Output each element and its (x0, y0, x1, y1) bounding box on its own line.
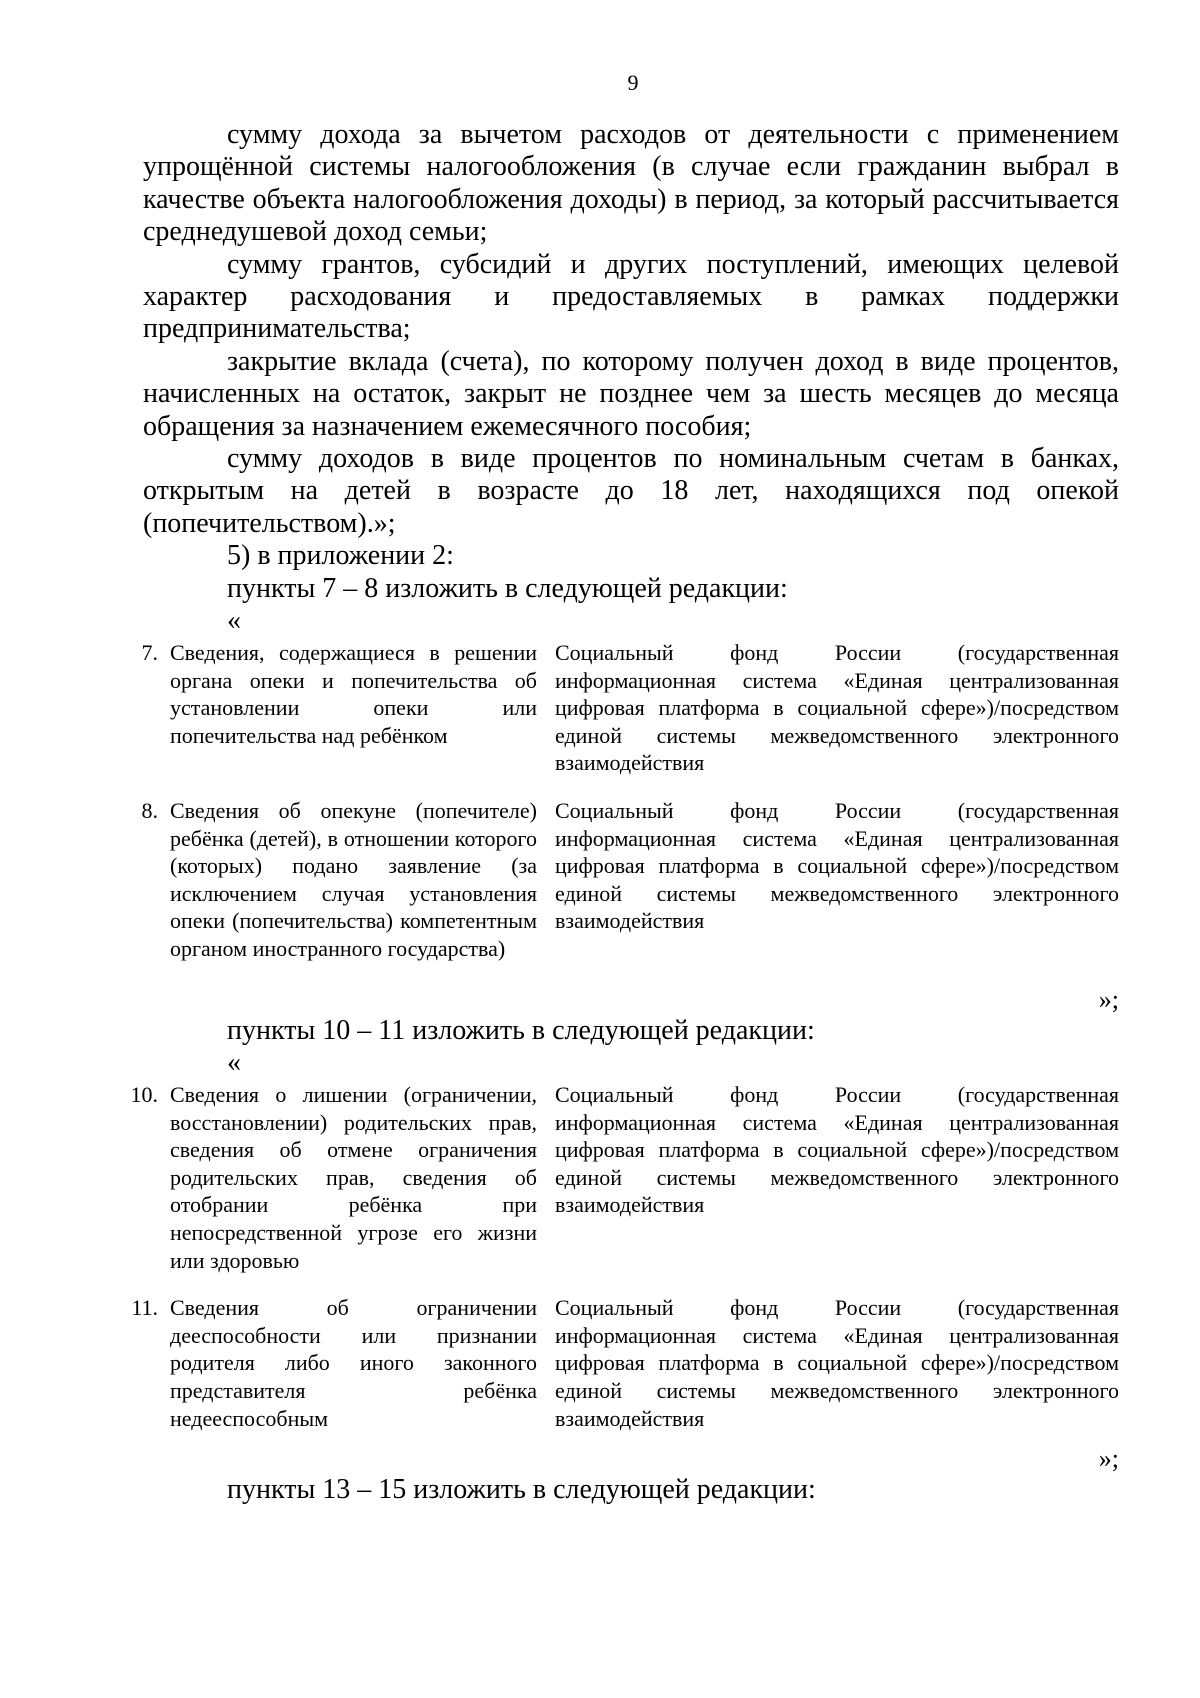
row-description: Сведения об опекуне (попечителе) ребёнка (детей), в отношении которого (которых) подано заявление (за исключением случая установления опеки (попечительства) компетентным органом иностранного государства) (170, 798, 537, 962)
opening-quote: « (227, 605, 241, 637)
row-source: Социальный фонд России (государственная информационная система «Единая централизованная цифровая платформа в социальной сфере»)/посредством единой системы межведомственного электронного взаимодействия (555, 640, 1119, 776)
row-number: 11. (131, 1295, 158, 1321)
paragraph: сумму грантов, субсидий и других поступлений, имеющих целевой характер расходования и предоставляемых в рамках поддержки предпринимательства; (143, 248, 1119, 345)
table-section-2 (130, 1081, 1119, 1432)
section-heading: пункты 13 – 15 изложить в следующей редакции: (227, 1474, 816, 1506)
paragraph: сумму доходов в виде процентов по номинальным счетам в банках, открытым на детей в возрасте до 18 лет, находящихся под опекой (попечительством).»; (143, 443, 1119, 539)
row-number: 7. (141, 640, 158, 666)
opening-quote: « (227, 1047, 241, 1079)
row-source: Социальный фонд России (государственная информационная система «Единая централизованная цифровая платформа в социальной сфере»)/посредством единой системы межведомственного электронного взаимодействия (555, 1082, 1119, 1218)
table-row (131, 1294, 1119, 1432)
table-section-1 (143, 639, 1119, 963)
row-description: Сведения о лишении (ограничении, восстановлении) родительских прав, сведения об отмене ограничения родительских прав, сведения об отобрании ребёнка при непосредственной угрозе его жизни или здоровью (170, 1082, 537, 1273)
item-heading: 5) в приложении 2: (227, 540, 454, 572)
paragraph: сумму дохода за вычетом расходов от деятельности с применением упрощённой системы налогообложения (в случае если гражданин выбрал в качестве объекта налогообложения доходы) в период, за который рассчитывается среднедушевой доход семьи; (143, 119, 1119, 248)
row-source: Социальный фонд России (государственная информационная система «Единая централизованная цифровая платформа в социальной сфере»)/посредством единой системы межведомственного электронного взаимодействия (555, 798, 1119, 934)
table-row (143, 797, 1119, 963)
table-row (130, 1081, 1119, 1274)
closing-quote: »; (1098, 1444, 1119, 1474)
row-source: Социальный фонд России (государственная информационная система «Единая централизованная цифровая платформа в социальной сфере»)/посредством единой системы межведомственного электронного взаимодействия (555, 1295, 1119, 1431)
row-number: 8. (141, 798, 158, 824)
paragraph: закрытие вклада (счета), по которому получен доход в виде процентов, начисленных на остаток, закрыт не позднее чем за шесть месяцев до месяца обращения за назначением ежемесячного пособия; (143, 345, 1119, 442)
closing-quote: »; (1098, 984, 1119, 1014)
table-row (143, 639, 1119, 777)
section-heading: пункты 7 – 8 изложить в следующей редакции: (227, 572, 788, 604)
document-body (130, 119, 1119, 1507)
row-number: 10. (130, 1082, 158, 1108)
row-description: Сведения об ограничении дееспособности или признании родителя либо иного законного представителя ребёнка недееспособным (170, 1295, 537, 1431)
section-heading: пункты 10 – 11 изложить в следующей редакции: (227, 1014, 815, 1046)
page-number: 9 (627, 70, 639, 95)
row-description: Сведения, содержащиеся в решении органа опеки и попечительства об установлении опеки или попечительства над ребёнком (170, 640, 537, 748)
